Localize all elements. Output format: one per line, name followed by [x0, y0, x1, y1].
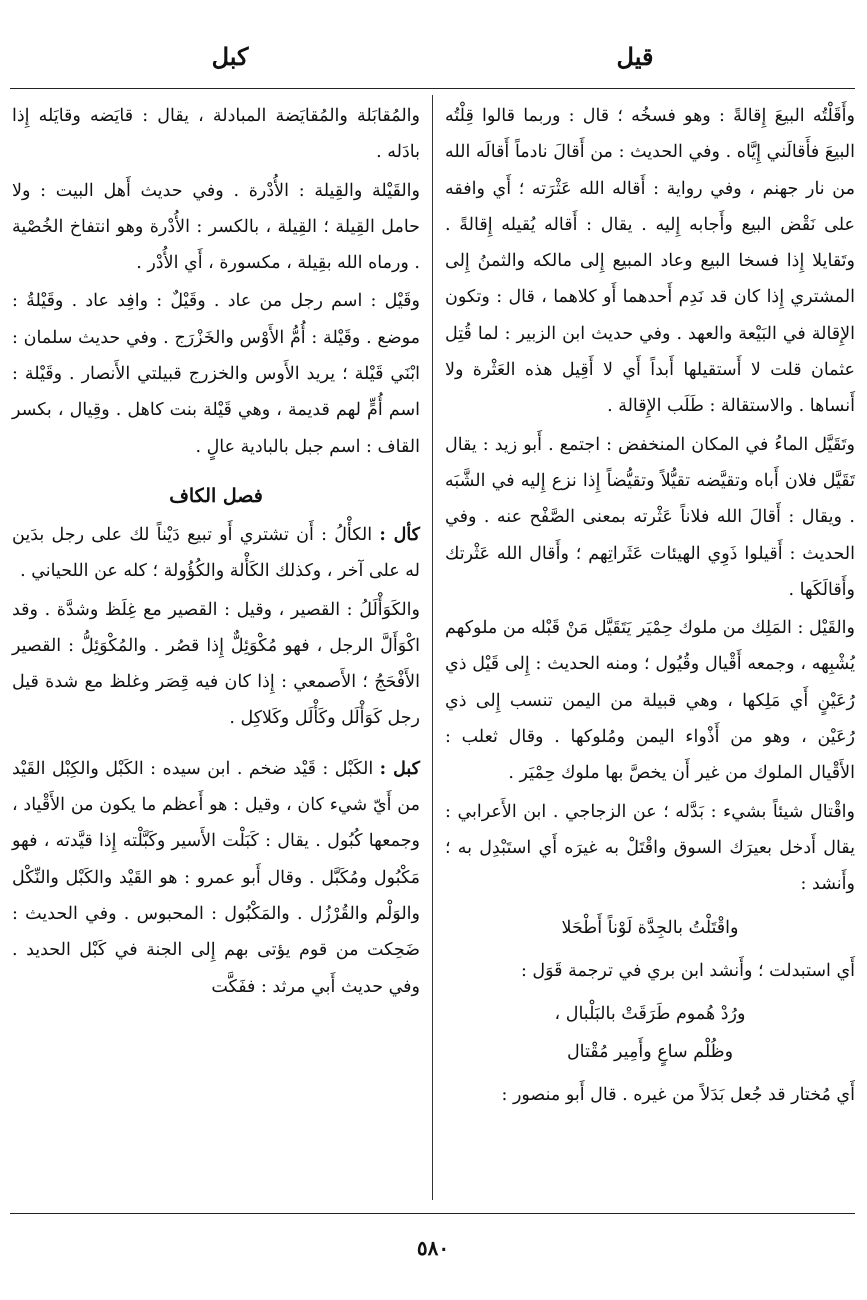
entry-headword: كأل : — [379, 524, 420, 545]
entry-headword: كبل : — [379, 758, 420, 779]
footer-rule — [10, 1213, 855, 1214]
column-divider — [432, 95, 433, 1200]
paragraph: وأَقَلْتُه البيعَ إِقالةً : وهو فسخُه ؛ قال : وربما قالوا قِلْتُه البيعَ فأَقالَني إِيَّاه . وفي الحديث : من أَقالَ نادماً أَقالَه الله من نار جهنم ، وفي رواية : أَقاله الله عَثْرَته ؛ أَي وافقه على نَقْض البيع وأَجابه إِليه . يقال : أَقاله يُقيله إِقالةً . وتَقايلا إِذا فسخا البيع وعاد المبيع إِلى مالكه والثمنُ إِلى المشتري إِذا كان قد نَدِم أَحدهما أَو كلاهما ، قال : وتكون الإِقالة في البَيْعة والعهد . وفي حديث ابن الزبير : لما قُتِل عثمان قلت لا أَستقيلها أَبداً أَي لا أَقِيل هذه العَثْرة ولا أَنساها . والاستقالة : طَلَب الإِقالة . — [445, 106, 855, 417]
entry-text: الكأْلُ : أَن تشتري أَو تبيع دَيْناً لك على رجل بدَين له على آخر ، وكذلك الكَأْلة والكُؤُولة ؛ كله عن اللحياني . — [12, 524, 420, 582]
entry-text: والكَوَأْلَلُ : القصير ، وقيل : القصير مع غِلَظ وشدَّة . وقد اكْوَأَلَّ الرجل ، فهو مُكْوَئِلٌّ إِذا قصُر . والمُكْوَئِلُّ : القصير الأَفْحَجُ ؛ الأَصمعي : إِذا كان فيه قِصَر وغلظ مع شدة قيل رجل كَوَأْلَل وكَأْلَل وكَلاكِل . — [12, 599, 420, 729]
running-head-left: كبل — [211, 42, 249, 71]
paragraph: وقَيْل : اسم رجل من عاد . وقَيْلٌ : وافِد عاد . وقَيْلةُ : موضع . وقَيْلة : أُمُّ الأَوْس والخَزْرَج . وفي حديث سلمان : ابْنَي قَيْلة ؛ يريد الأَوس والخزرج قبيلتي الأَنصار . وقَيْلة : اسم أُمٍّ لهم قديمة ، وهي قَيْلة بنت كاهل . وقِيال ، بكسر القاف : اسم جبل بالبادية عالٍ . — [12, 291, 420, 457]
right-column — [445, 98, 855, 1113]
running-head-right: قيل — [616, 42, 654, 71]
left-column — [12, 98, 420, 1005]
paragraph: أَي مُختار قد جُعل بَدَلاً من غيره . قال أَبو منصور : — [501, 1084, 855, 1105]
dictionary-entry — [12, 751, 420, 1005]
paragraph: والقَيْلة والقِيلة : الأُدْرة . وفي حديث أَهل البيت : ولا حامل القِيلة ؛ القِيلة ، بالكسر : الأُدْرة وهو انتفاخ الخُصْية . ورماه الله بقِيلة ، مكسورة ، أَي الأُدْر . — [12, 180, 420, 274]
paragraph: واقْتال شيئاً بشيء : بَدَّله ؛ عن الزجاجي . ابن الأَعرابي : يقال أَدخل بعيرَك السوق واقْتَلْ به غيرَه أَي استَبْدِل به ؛ وأَنشد : — [445, 801, 855, 895]
verse-line: ورُدْ هُموم طَرَقَتْ بالبَلْبال ، — [554, 1003, 746, 1024]
header-rule — [10, 88, 855, 89]
page-number: ٥٨٠ — [416, 1236, 450, 1260]
verse-line: واقْتَلْتُ بالجِدَّة لَوْناً أَطْحَلا — [561, 917, 739, 938]
paragraph: والقَيْل : المَلِك من ملوك حِمْيَر يَتَقَيَّل مَنْ قَبْله من ملوكهم يُشْبِهه ، وجمعه أَقْيال وقُيُول ؛ ومنه الحديث : إِلى قَيْل ذي رُعَيْنٍ أَي مَلِكها ، وهي قبيلة من اليمن تنسب إِلى ذي رُعَيْن ، وهو من أَذْواء اليمن ومُلوكها . وقال ثعلب : الأَقْيال الملوك من غير أَن يخصَّ بها ملوك حِمْيَر . — [445, 618, 855, 784]
entry-text: الكَبْل : قَيْد ضخم . ابن سيده : الكَبْل والكِبْل القَيْد من أَيّ شيء كان ، وقيل : هو أَعظم ما يكون من الأَقْياد ، وجمعها كُبُول . يقال : كَبَلْت الأَسير وكَبَّلْته إِذا قيَّدته ، فهو مَكْبُول ومُكَبَّل . وقال أَبو عمرو : هو القَيْد والكَبْل والنِّكْل والوَلْم والقُرْزُل . والمَكْبُول : المحبوس . وفي الحديث : ضَحِكت من قوم يؤتى بهم إِلى الجنة في كَبْل الحديد . وفي حديث أَبي مرثد : ففَكَّت — [12, 758, 420, 997]
verse-line: وظُلْم ساعٍ وأَمِير مُقْتال — [566, 1041, 734, 1062]
section-heading: فصل الكاف — [169, 484, 263, 507]
dictionary-entry — [12, 592, 420, 737]
paragraph: وتَقَيَّل الماءُ في المكان المنخفض : اجتمع . أَبو زيد : يقال تَقَيَّل فلان أَباه وتقيَّضه تقيُّلاً وتقيُّضاً إِذا نزع إِليه في الشَّبَه . ويقال : أَقالَ الله فلاناً عَثْرته بمعنى الصَّفْح عنه . وفي الحديث : أَقيلوا ذَوِي الهيئات عَثَراتِهم ؛ وأَقال الله عَثْرتك وأَقالَكَها . — [445, 434, 855, 600]
entry-gap — [12, 737, 420, 751]
dictionary-entry — [12, 517, 420, 590]
paragraph: والمُقابَلة والمُقايَضة المبادلة ، يقال : قايَضه وقايَله إِذا بادَله . — [12, 106, 420, 163]
paragraph: أَي استبدلت ؛ وأَنشد ابن بري في ترجمة قَوَل : — [520, 960, 855, 981]
